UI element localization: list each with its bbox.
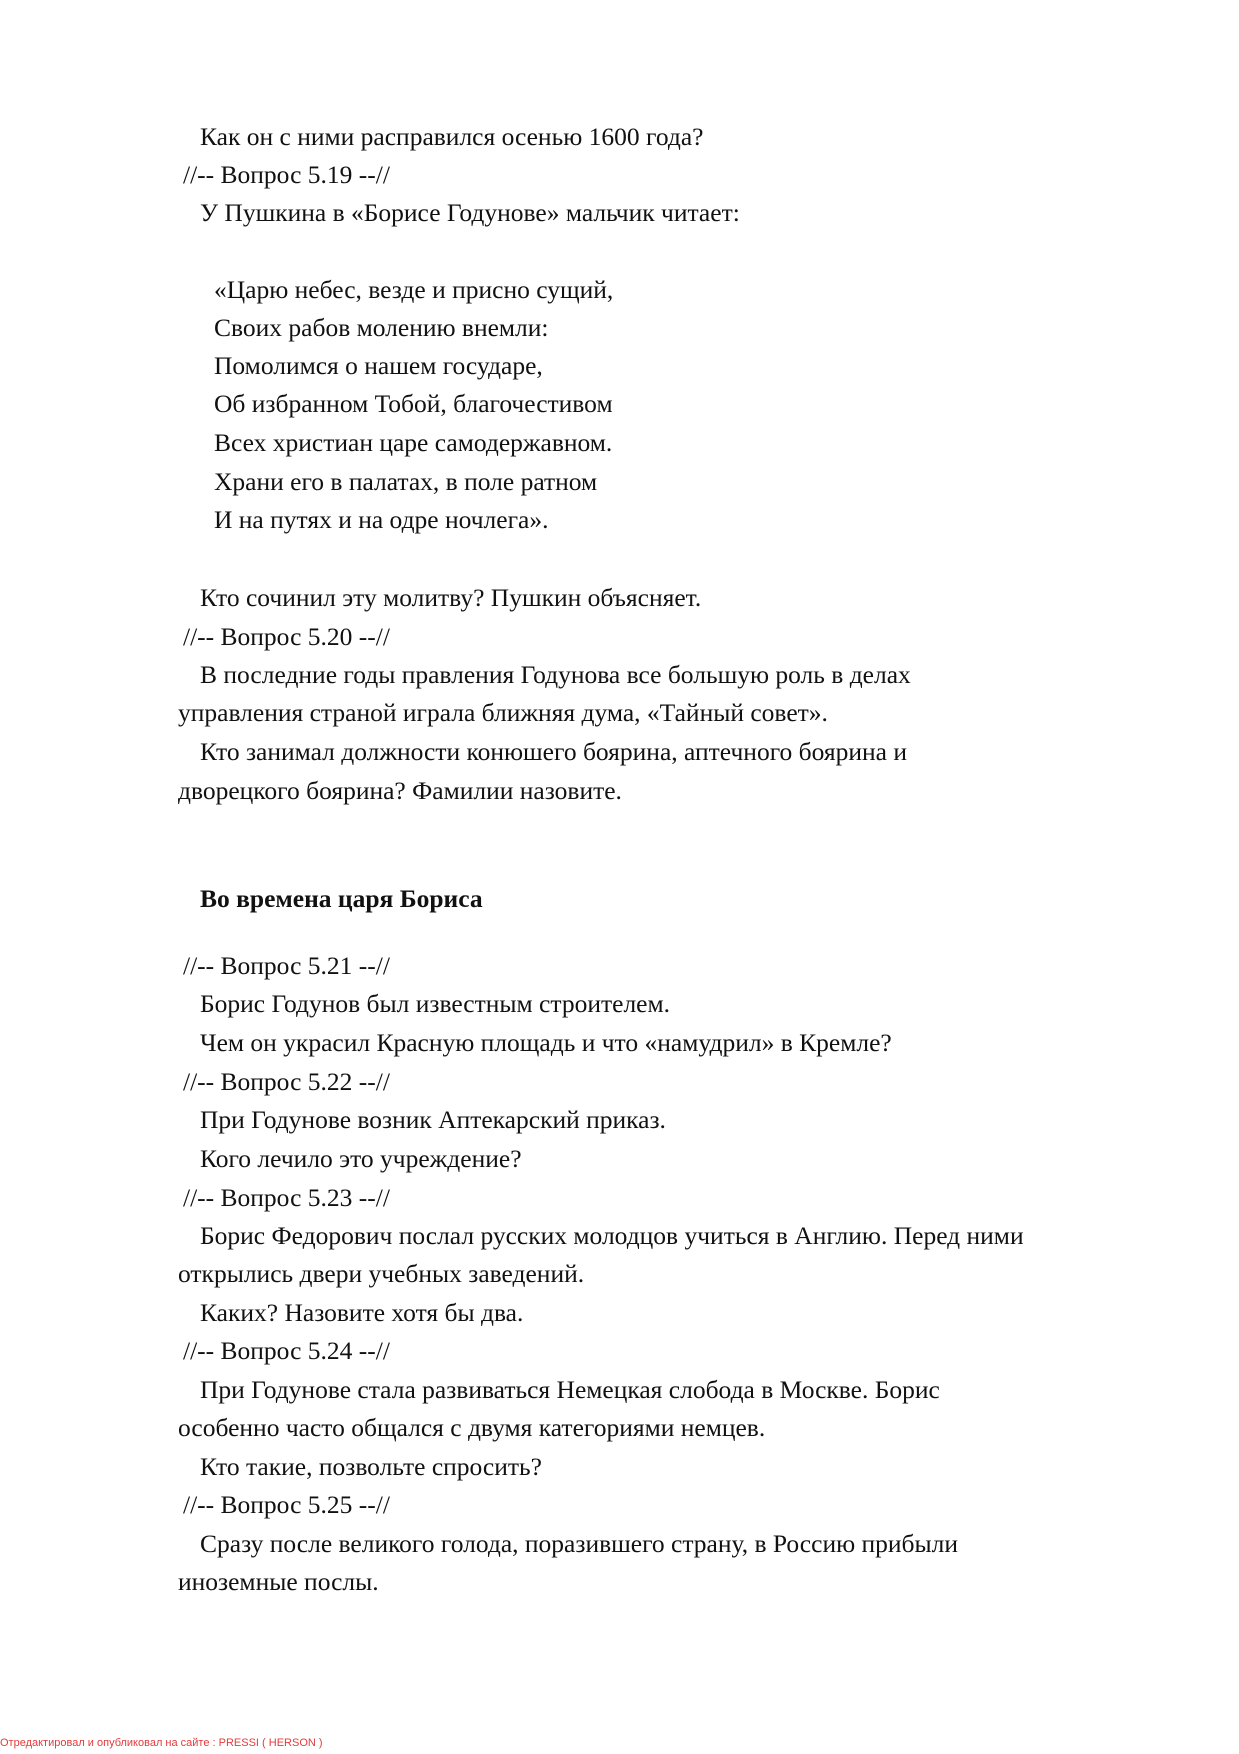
poem-line: И на путях и на одре ночлега». xyxy=(214,505,549,534)
paragraph-line: Борис Федорович послал русских молодцов учиться в Англию. Перед ними xyxy=(200,1221,1024,1250)
poem-line: Всех христиан царе самодержавном. xyxy=(214,428,613,457)
poem-line: «Царю небес, везде и присно сущий, xyxy=(214,275,614,304)
poem-line: Об избранном Тобой, благочестивом xyxy=(214,389,613,418)
question-separator: //-- Вопрос 5.20 --// xyxy=(183,622,390,651)
paragraph-line: Кто такие, позвольте спросить? xyxy=(200,1452,542,1481)
question-separator: //-- Вопрос 5.22 --// xyxy=(183,1067,390,1096)
paragraph-line: Сразу после великого голода, поразившего страну, в Россию прибыли xyxy=(200,1529,959,1558)
question-separator: //-- Вопрос 5.19 --// xyxy=(183,160,390,189)
paragraph-line: управления страной играла ближняя дума, «Тайный совет». xyxy=(178,698,828,727)
poem-line: Своих рабов молению внемли: xyxy=(214,313,549,342)
paragraph-line: особенно часто общался с двумя категориями немцев. xyxy=(178,1413,766,1442)
paragraph-line: Кто сочинил эту молитву? Пушкин объясняет. xyxy=(200,583,702,612)
footer-watermark: Отредактировал и опубликовал на сайте : PRESSI ( HERSON ) xyxy=(0,1737,323,1749)
paragraph-line: У Пушкина в «Борисе Годунове» мальчик читает: xyxy=(200,198,740,227)
paragraph-line: Каких? Назовите хотя бы два. xyxy=(200,1298,524,1327)
paragraph-line: Борис Годунов был известным строителем. xyxy=(200,989,670,1018)
paragraph-line: При Годунове возник Аптекарский приказ. xyxy=(200,1105,666,1134)
paragraph-line: В последние годы правления Годунова все большую роль в делах xyxy=(200,660,911,689)
paragraph-line: открылись двери учебных заведений. xyxy=(178,1259,585,1288)
section-heading: Во времена царя Бориса xyxy=(200,884,483,913)
poem-line: Помолимся о нашем государе, xyxy=(214,351,543,380)
question-separator: //-- Вопрос 5.21 --// xyxy=(183,951,390,980)
paragraph-line: иноземные послы. xyxy=(178,1567,379,1596)
paragraph-line: дворецкого боярина? Фамилии назовите. xyxy=(178,776,622,805)
poem-line: Храни его в палатах, в поле ратном xyxy=(214,467,598,496)
paragraph-line: Чем он украсил Красную площадь и что «намудрил» в Кремле? xyxy=(200,1028,892,1057)
paragraph-line: При Годунове стала развиваться Немецкая слобода в Москве. Борис xyxy=(200,1375,940,1404)
question-separator: //-- Вопрос 5.25 --// xyxy=(183,1490,390,1519)
question-separator: //-- Вопрос 5.23 --// xyxy=(183,1183,390,1212)
paragraph-line: Кого лечило это учреждение? xyxy=(200,1144,522,1173)
paragraph-line: Как он с ними расправился осенью 1600 года? xyxy=(200,122,704,151)
question-separator: //-- Вопрос 5.24 --// xyxy=(183,1336,390,1365)
paragraph-line: Кто занимал должности конюшего боярина, аптечного боярина и xyxy=(200,737,908,766)
